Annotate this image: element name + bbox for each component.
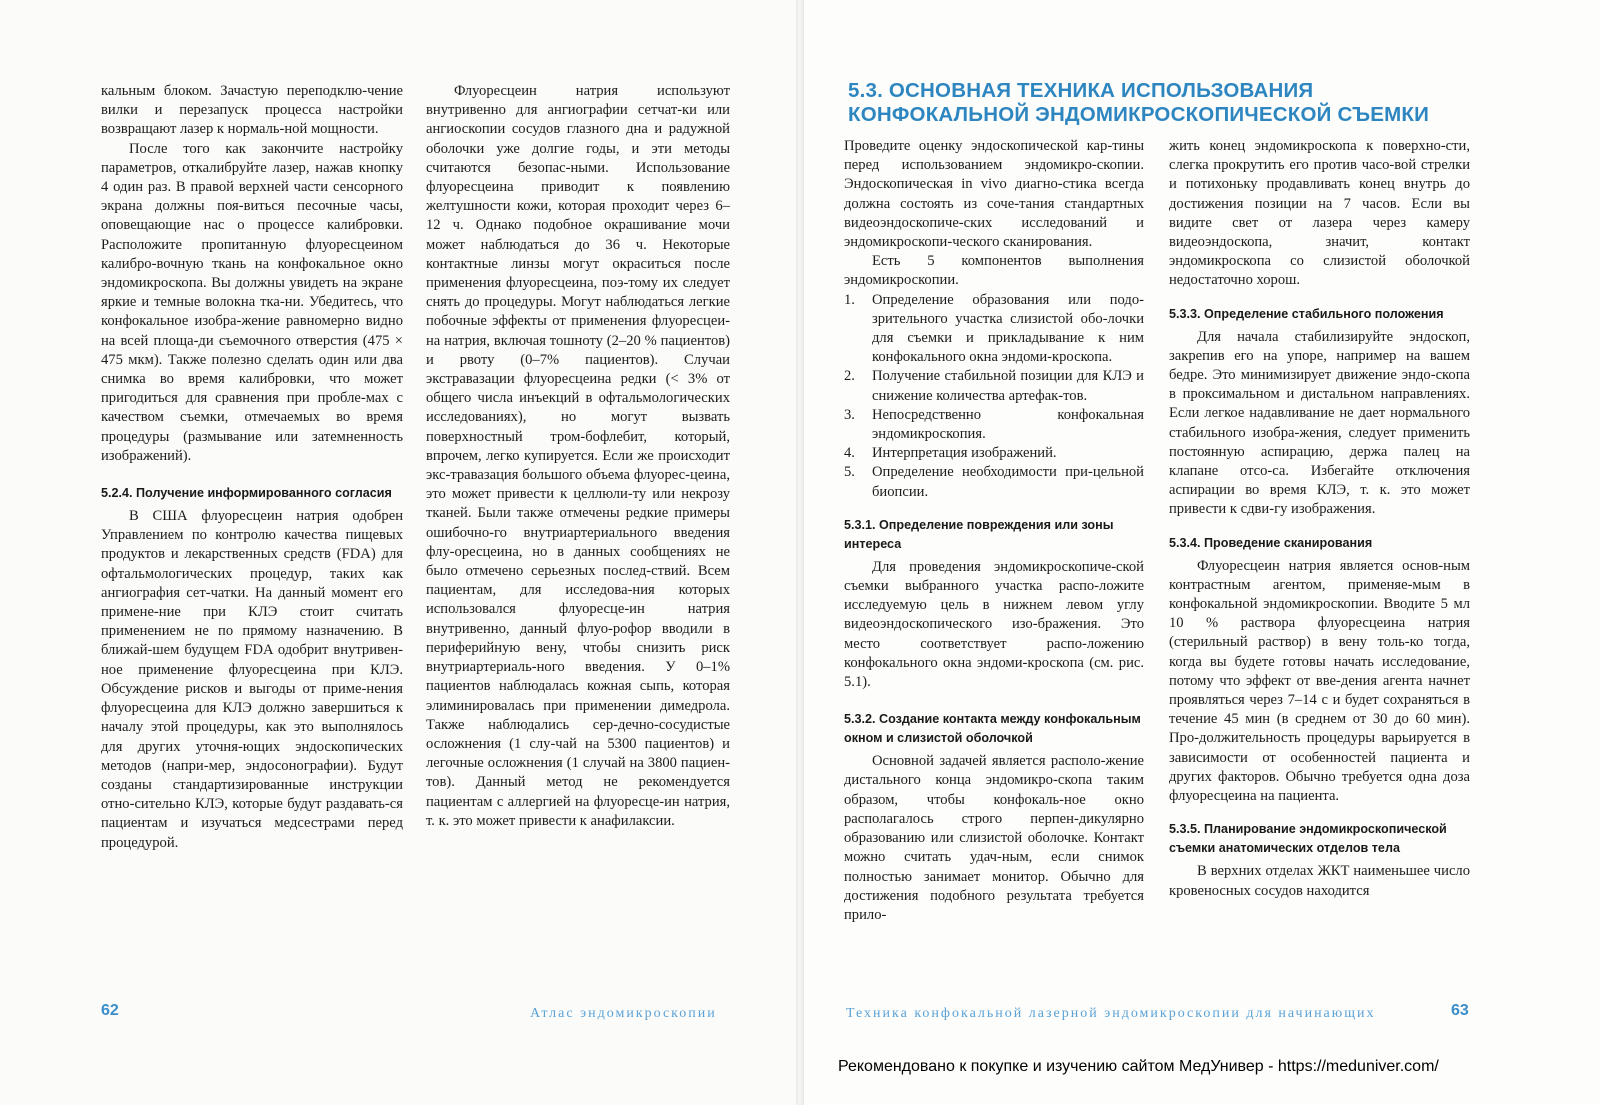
paragraph: Для начала стабилизируйте эндоскоп, закрепив его на упоре, например на вашем бедре. Это минимизирует движение эндо-скопа в проксимальном и дистальном направлениях. Если легкое надавливание не дает нормального стабильного изобра-жения, следует применить постоянную аспирацию, держа палец на клапане отсо-са. Избегайте отключения аспирации во время КЛЭ, т. к. это может привести к сдви-гу изображения. [1169, 328, 1470, 518]
section-heading: 5.3.4. Проведение сканирования [1169, 535, 1373, 550]
running-title: Техника конфокальной лазерной эндомикроскопии для начинающих [846, 1006, 1376, 1021]
chapter-title: 5.3. ОСНОВНАЯ ТЕХНИКА ИСПОЛЬЗОВАНИЯ КОНФОКАЛЬНОЙ ЭНДОМИКРОСКОПИЧЕСКОЙ СЪЕМКИ [848, 79, 1430, 126]
components-list [844, 291, 1144, 502]
left-column-2 [426, 82, 730, 831]
paragraph: Есть 5 компонентов выполнения эндомикроскопии. [844, 253, 1144, 289]
section-heading: 5.3.3. Определение стабильного положения [1169, 306, 1444, 321]
running-title: Атлас эндомикроскопии [530, 1006, 717, 1021]
paragraph: Флуоресцеин натрия используют внутривенно для ангиографии сетчат-ки или ангиоскопии сосудов глазного дна и радужной оболочки уже долгие годы, и эти методы считаются безопас-ными. Использование флуоресцеина приводит к появлению желтушности кожи, которая проходит через 6–12 ч. Однако подобное окрашивание мочи может наблюдаться до 36 ч. Некоторые контактные линзы могут окраситься после применения флуоресцеина, поэ-тому их следует снять до процедуры. Могут наблюдаться легкие побочные эффекты от применения флуоресцеи-на натрия, включая тошноту (2–20 % пациентов) и рвоту (0–7% пациентов). Случаи экстравазации флуоресцеина редки (< 3% от общего числа инъекций в офтальмологических исследованиях), но могут вызвать поверхностный тром-бофлебит, который, впрочем, легко купируется. Если же происходит экс-травазация большого объема флуорес-цеина, это может привести к целлюли-ту или некрозу тканей. Были также отмечены редкие примеры ошибочно-го внутриартериального введения флу-оресцеина, но в данных сообщениях не было отмечено серьезных послед-ствий. Всем пациентам, для исследова-ния которых использовался флуоресце-ин натрия внутривенно, данный флуо-рофор вводили в периферийную вену, чтобы снизить риск внутриартериаль-ного введения. У 0–1% пациентов наблюдалась кожная сыпь, которая элиминировалась при применении димедрола. Также наблюдались сер-дечно-сосудистые осложнения (1 слу-чай на 5300 пациентов) и легочные осложнения (1 случай на 3800 пациен-тов). Данный метод не рекомендуется пациентам с аллергией на флуоресце-ин натрия, т. к. это может привести к анафилаксии. [426, 83, 730, 829]
book-gutter [796, 0, 804, 1105]
page-number: 63 [1451, 1002, 1469, 1019]
paragraph: После того как закончите настройку параметров, откалибруйте лазер, нажав кнопку 4 один раз. В правой верхней части сенсорного экрана должны поя-виться песочные часы, оповещающие нас о процессе калибровки. Расположите пропитанную флуоресцеином калибро-вочную ткань на конфокальное окно эндомикроскопа. Вы должны увидеть на экране яркие и темные волокна тка-ни. Убедитесь, что конфокальное изобра-жение равномерно видно на всей площа-ди съемочного отверстия (475 × 475 мкм). Также полезно сделать один или два снимка во время калибровки, что может пригодиться для сравнения при пробле-мах с качеством съемки, отмечаемых во время процедуры (размывание или затемненность изображений). [101, 140, 403, 464]
footer-note: Рекомендовано к покупке и изучению сайтом МедУнивер - https://meduniver.com/ [838, 1058, 1439, 1075]
paragraph: жить конец эндомикроскопа к поверхно-сти, слегка прокрутить его против часо-вой стрелки и потихоньку продавливать конец внутрь до достижения позиции на 7 часов. Если вы видите свет от лазера через камеру видеоэндоскопа, значит, контакт эндомикроскопа со слизистой оболочкой недостаточно хорош. [1169, 138, 1470, 289]
list-item: 5. Определение необходимости при-цельной биопсии. [844, 464, 1144, 500]
right-column-1 [844, 137, 1144, 925]
paragraph: В верхних отделах ЖКТ наименьшее число кровеносных сосудов находится [1169, 863, 1470, 899]
left-column-1 [101, 82, 403, 853]
section-heading: 5.3.1. Определение повреждения или зоны интереса [844, 517, 1114, 551]
section-heading: 5.2.4. Получение информированного согласия [101, 486, 392, 501]
paragraph: Для проведения эндомикроскопиче-ской съемки выбранного участка распо-ложите исследуемую цель в нижнем левом углу видеоэндоскопического изо-бражения. Это место соответствует распо-ложению конфокального окна эндоми-кроскопа (см. рис. 5.1). [844, 558, 1144, 691]
list-item: 3. Непосредственно конфокальная эндомикроскопия. [844, 406, 1144, 443]
paragraph: Основной задачей является располо-жение дистального конца эндомикро-скопа таким образом, чтобы конфокаль-ное окно располагалось строго перпен-дикулярно образованию или слизистой оболочке. Контакт можно считать удач-ным, если снимок полностью занимает монитор. Обычно для достижения подобного результата требуется прило- [844, 753, 1144, 923]
paragraph: Проведите оценку эндоскопической кар-тины перед использованием эндомикро-скопии. Эндоскопическая in vivo диагно-стика всегда должна состоять из соче-тания стандартных видеоэндоскопиче-ских исследований и эндомикроскопи-ческого сканирования. [844, 138, 1144, 251]
right-column-2 [1169, 137, 1470, 901]
list-item: 1. Определение образования или подо-зрительного участка слизистой обо-лочки для съемки и прикладывание к ним конфокального окна эндоми-кроскопа. [844, 291, 1144, 366]
paragraph: Флуоресцеин натрия является основ-ным контрастным агентом, применяе-мым в конфокальной эндомикроскопии. Вводите 5 мл 10 % раствора флуоресцеина натрия (стерильный раствор) в вену толь-ко тогда, когда вы будете готовы начать исследование, потому что эффект от вве-дения агента начнет проявляться через 7–14 с и будет сохраняться в течение 45 мин (в среднем от 30 до 60 мин). Про-должительность процедуры варьируется в зависимости от особенностей пациента и других факторов. Обычно требуется одна доза флуоресцеина на пациента. [1169, 557, 1470, 805]
section-heading: 5.3.5. Планирование эндомикроскопической съемки анатомических отделов тела [1169, 822, 1447, 856]
page-number: 62 [101, 1002, 119, 1019]
list-item: 2. Получение стабильной позиции для КЛЭ и снижение количества артефак-тов. [844, 368, 1144, 404]
list-item: 4. Интерпретация изображений. [844, 445, 1057, 462]
paragraph: В США флуоресцеин натрия одобрен Управлением по контролю качества пищевых продуктов и лекарственных средств (FDA) для офтальмологических процедур, таких как ангиография сет-чатки. На данный момент его примене-ние при КЛЭ стоит считать применением не по прямому назначению. В ближай-шем будущем FDA одобрит внутривен-ное применение флуоресцеина при КЛЭ. Обсуждение рисков и выгоды от приме-нения флуоресцеина для КЛЭ должно завершиться к началу этой процедуры, как это выполнялось для других уточня-ющих эндоскопических методов (напри-мер, эндосонографии). Будут созданы стандартизированные инструкции отно-сительно КЛЭ, которые будут раздавать-ся пациентам и изучаться медсестрами перед процедурой. [101, 508, 403, 851]
paragraph: кальным блоком. Зачастую переподклю-чение вилки и перезапуск процесса настройки возвращают лазер к нормаль-ной мощности. [101, 83, 403, 138]
section-heading: 5.3.2. Создание контакта между конфокальным окном и слизистой оболочкой [844, 712, 1141, 746]
